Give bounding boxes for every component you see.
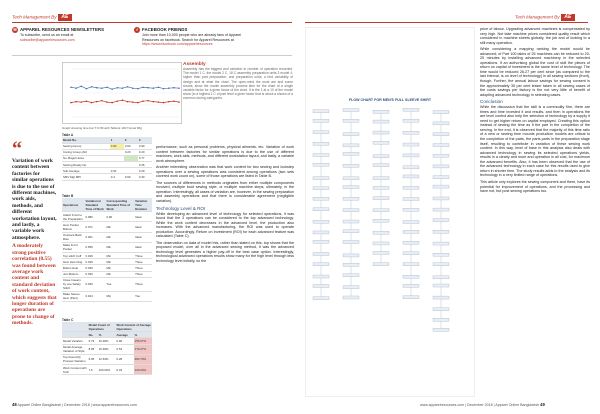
- flowchart-node: [343, 241, 359, 244]
- table-cell: 8.95: [88, 344, 98, 354]
- chart-point: [111, 88, 113, 90]
- flowchart-node: [343, 230, 359, 233]
- table-c-header-cell: Average: [115, 332, 133, 338]
- table-row: [62, 344, 152, 354]
- flowchart-node: [403, 252, 419, 255]
- flowchart-node: [313, 220, 329, 223]
- table-c-group-header: [62, 322, 152, 332]
- chart-caption: Graph showing time bar T.O 80 with Table E 100 Tunnel Mfg: [62, 126, 142, 130]
- flowchart-node: [373, 120, 389, 123]
- table-c-header-cell: %: [98, 332, 116, 338]
- chart-series-line: [71, 100, 179, 102]
- flowchart-node: [433, 253, 449, 256]
- chart-point: [70, 86, 72, 88]
- flowchart-node: [433, 122, 449, 125]
- middle-paragraph: The sources of differences in methods originates from either multiple components involved, multiple boot sewing style, or multiple machine steps; ultimately, in the operation. Interestingly, all cases of variation are, however, in the sewing preparation and assembly operations and that there is considerable agreement (negligible variation).: [156, 180, 294, 204]
- chart-point: [147, 87, 149, 89]
- chart-point: [106, 86, 108, 88]
- header-right-title: Tech Management By: [515, 14, 560, 20]
- chart-point: [142, 86, 144, 88]
- flowchart-node: [403, 108, 419, 111]
- chart-point: [122, 87, 124, 89]
- chart-point: [70, 102, 72, 104]
- table-cell: 0.33: [115, 364, 133, 374]
- facebook-icon: f: [134, 27, 140, 33]
- table-row: [62, 364, 152, 374]
- flowchart-node: [433, 276, 449, 279]
- right-column: [480, 27, 590, 397]
- flowchart-node: [373, 164, 389, 167]
- newsletter-title: APPAREL RESOURCES NEWSLETTERS: [20, 27, 104, 33]
- flowchart-node: [433, 197, 449, 200]
- table-row: [62, 291, 152, 301]
- newsletter-text: To subscribe, send us an email at: [20, 33, 74, 37]
- table-cell: Three: [134, 277, 152, 291]
- flowchart-node: [343, 296, 359, 299]
- quote-mark-icon: “: [12, 138, 22, 160]
- header-right-rule: [305, 22, 588, 23]
- table-cell: 0.059: [85, 242, 106, 252]
- table-cell: Work Content with Tech: [63, 365, 87, 374]
- flowchart-node: [313, 177, 329, 180]
- flowchart-node: [373, 141, 389, 144]
- flowchart-node: [433, 133, 449, 136]
- flowchart-node: [373, 197, 389, 200]
- table-cell: Model Variation: [62, 338, 88, 344]
- table-row: [62, 174, 152, 180]
- flowchart-node: [313, 110, 329, 113]
- conclusion-subhead: Conclusion: [480, 99, 503, 105]
- flowchart-node: [403, 230, 419, 233]
- table-cell: 0.071: [85, 222, 106, 232]
- flowchart-node: [343, 254, 359, 257]
- table-cell: Min: [105, 265, 134, 271]
- table-cell: 480.79%: [134, 354, 152, 364]
- table-cell: 0.061: [85, 232, 106, 242]
- chart-point: [101, 100, 103, 102]
- flowchart-title: FLOW CHART FOR MEN'S FULL SLEEVE SHIRT: [348, 98, 432, 102]
- page-number-right: 49: [540, 402, 545, 407]
- middle-paragraph: performance, such as personal problems, physical ailments, etc. Variation of work content between factories for similar operations is due to the use of different machines, work aids, methods, and different workstation layout, and lastly, a variable work atmosphere.: [156, 145, 294, 163]
- flowchart-node: [373, 263, 389, 266]
- table-cell: Min: [105, 271, 134, 277]
- chart-point: [86, 100, 88, 102]
- footer-left-text: Apparel Online Bangladesh | December 2018 | www.apparelresources.com: [17, 403, 137, 407]
- flowchart-node: [343, 177, 359, 180]
- flowchart-node: [313, 208, 329, 211]
- table-cell: 0.024: [85, 291, 106, 301]
- chart-point: [127, 101, 129, 103]
- flowchart-node: [433, 176, 449, 179]
- table-cell: Join Bottom: [62, 271, 85, 277]
- table-cell: Min: [105, 291, 134, 301]
- email-icon: ✉: [13, 27, 17, 32]
- flowchart-node: [343, 286, 359, 289]
- table-a-header-cell: 2: [124, 137, 138, 143]
- flowchart-node: [373, 219, 389, 222]
- flowchart-node: [403, 241, 419, 244]
- chart-point: [173, 87, 175, 89]
- flowchart-diagram: [306, 102, 475, 392]
- table-cell: 12.63%: [98, 354, 116, 364]
- newsletter-email-link[interactable]: subscribe@apparelresources.com: [20, 37, 75, 42]
- table-cell: 0.049: [85, 259, 106, 265]
- table-c-label: Table C: [62, 318, 74, 322]
- table-cell: Sub Average: [62, 168, 110, 174]
- pull-quote: [12, 140, 57, 327]
- chart-point: [127, 86, 129, 88]
- table-b-header-cell: Operations: [62, 198, 85, 212]
- table-cell: Hem Hemming: [62, 259, 85, 265]
- table-cell: 100.00%: [98, 364, 116, 374]
- table-cell: Sewing Group: [62, 143, 110, 149]
- table-cell: 0.30: [138, 174, 152, 180]
- flowchart-node: [403, 296, 419, 299]
- flowchart-node: [343, 209, 359, 212]
- chart-point: [152, 87, 154, 89]
- table-row: [62, 242, 152, 252]
- table-cell: Min: [105, 259, 134, 265]
- table-cell: 0.90: [138, 143, 152, 149]
- table-cell: Ideal: [134, 212, 152, 222]
- table-cell: Ironing Group (Alt): [62, 149, 110, 155]
- table-row: [62, 277, 152, 291]
- table-a-header-cell: 1: [110, 137, 124, 143]
- assembly-heading: Assembly: [183, 62, 206, 67]
- table-cell: 0.080: [85, 212, 106, 222]
- table-cell: 0.039: [85, 265, 106, 271]
- footer-right-text: www.apparelresources.com | December 2018 | Apparel Online Bangladesh: [420, 403, 540, 407]
- chart-point: [96, 87, 98, 89]
- table-cell: 0.53: [115, 344, 133, 354]
- flowchart-node: [313, 187, 329, 190]
- table-cell: 10.96%: [98, 338, 116, 344]
- table-a-header-cell: 3: [138, 137, 152, 143]
- table-a-header-cell: Model No.: [62, 137, 110, 143]
- table-cell: 0.28: [115, 354, 133, 364]
- chart-point: [86, 88, 88, 90]
- right-paragraph: While considering a mapping ranking the model would be advanced; of Part 100 lakhs of 25 machines can be reduced to 20-25 minutes by installing advanced machinery in the selected operations. If an authorising global the cost of skill the pieces of return on capital of investment is the same level of technology. The time would be reduced 26.27 per cent since (as compared to the last interval, is on level of technology) in all sewing sections (front), though. Further, the annual labour savings for sewing consent is the approximately 35 per cent lesser taken in all sewing cases of the costs savings per factory is the not very little of benefit of adopting advanced technology in selecting cases.: [480, 47, 590, 97]
- chart-point: [152, 101, 154, 103]
- flowchart-node: [433, 318, 449, 321]
- flowchart-node: [313, 297, 329, 300]
- chart-point: [91, 102, 93, 104]
- flowchart-node: [433, 296, 449, 299]
- flowchart-node: [343, 164, 359, 167]
- table-cell: SMV Mgt MPI: [62, 174, 110, 180]
- facebook-title: FACEBOOK FRIENDS: [142, 27, 188, 33]
- chart-point: [168, 87, 170, 89]
- flowchart-node: [313, 252, 329, 255]
- chart-point: [163, 88, 165, 90]
- flowchart-node: [403, 143, 419, 146]
- flowchart-node: [313, 131, 329, 134]
- flowchart-node: [403, 284, 419, 287]
- table-cell: Min: [105, 242, 134, 252]
- table-cell: Tue: [105, 277, 134, 291]
- table-row: [62, 232, 152, 242]
- table-cell: Button Hole: [62, 265, 85, 271]
- facebook-link[interactable]: https://www.facebook.com/apparelresources: [142, 42, 213, 47]
- table-a: [62, 133, 152, 181]
- flowchart-node: [433, 230, 449, 233]
- flowchart-node: [373, 242, 389, 245]
- middle-paragraph: Another interesting observation was that work content for two sewing and lockstep operations over a sewing operations was consistent among operations (two sets covered work count on), some of those operations are listed in Table B.: [156, 165, 294, 179]
- table-cell: 0.4: [110, 174, 124, 180]
- chart-point: [158, 86, 160, 88]
- magazine-logo-right: AE: [561, 14, 575, 21]
- table-cell: Three: [134, 259, 152, 265]
- header-left-rule: [12, 22, 292, 23]
- chart-point: [137, 88, 139, 90]
- table-cell: Top Assembly Process Variation: [62, 354, 88, 364]
- flowchart-node: [373, 251, 389, 254]
- header-left: [12, 14, 72, 21]
- flowchart-node: [313, 231, 329, 234]
- chart-point: [106, 101, 108, 103]
- flowchart-node: [343, 186, 359, 189]
- table-cell: 6.95: [88, 354, 98, 364]
- table-cell: 0.20: [124, 149, 138, 155]
- table-cell: Min: [105, 222, 134, 232]
- newsletter-promo: [12, 27, 132, 42]
- chart-point: [132, 87, 134, 89]
- table-b-header: [62, 198, 152, 212]
- chart-point: [116, 87, 118, 89]
- table-row: [62, 212, 152, 222]
- footer-left: [12, 402, 137, 407]
- table-cell: Hem Pocket Bottom: [62, 222, 85, 232]
- chart-point: [91, 86, 93, 88]
- chart-point: [122, 99, 124, 101]
- flowchart-node: [343, 119, 359, 122]
- flowchart-node: [313, 240, 329, 243]
- flowchart-node: [433, 185, 449, 188]
- flowchart-node: [313, 197, 329, 200]
- table-cell: Tue: [134, 291, 152, 301]
- flowchart-node: [313, 119, 329, 122]
- table-cell: No. Bagel Holes: [62, 155, 110, 161]
- chart-point: [142, 100, 144, 102]
- flowchart-node: [403, 275, 419, 278]
- promo-divider: [12, 55, 292, 56]
- table-b-header-cell: Corresponding Standard Time of Work: [105, 198, 134, 212]
- flowchart-node: [343, 220, 359, 223]
- table-cell: 0.96: [115, 338, 133, 344]
- chart-point: [96, 101, 98, 103]
- table-c-group1: Model Count of Operations: [88, 322, 116, 332]
- flowchart-node: [373, 131, 389, 134]
- chart-point: [132, 101, 134, 103]
- table-cell: 0.90: [105, 212, 134, 222]
- flowchart-node: [433, 263, 449, 266]
- table-b-header-cell: Variation Time Duration: [134, 198, 152, 212]
- flowchart-node: [433, 154, 449, 157]
- table-cell: 0.77: [138, 155, 152, 161]
- assembly-text: Assembly has the biggest and variation in number of operation recorded. The model 1 C, the model 2 C, 18 C assembly preparation units 3 model 4. higher than part preparation, and preparation units, a bird variability of design and at what the chart. The open-mind the most are and some shows, show the model assembly process time for the chart of a single variable factor for a given factor of the chart. It is the 1 at a 10 of the model show (to a highest 1 C of part level a given factor that is about a shown of a common during categories.: [183, 67, 293, 101]
- table-cell: Model Average Variation of Style: [62, 344, 88, 354]
- table-cell: Make Sleeve Hem (Pant): [62, 291, 85, 301]
- flowchart-node: [373, 186, 389, 189]
- flowchart-node: [343, 152, 359, 155]
- flowchart-node: [433, 328, 449, 331]
- flowchart-node: [313, 142, 329, 145]
- table-cell: 179.27%: [134, 344, 152, 354]
- flowchart-node: [343, 274, 359, 277]
- flowchart-node: [433, 144, 449, 147]
- facebook-text-1: Join more than 10,000 people who are already fans of Apparel: [142, 33, 242, 37]
- flowchart-node: [313, 263, 329, 266]
- table-cell: 0.90: [110, 143, 124, 149]
- tech-level-subhead: Technology Level & ROI: [156, 205, 206, 211]
- table-cell: Make Front Pocket: [62, 242, 85, 252]
- table-c-empty-cell: [62, 322, 88, 332]
- table-b: [62, 194, 152, 302]
- table-cell: 0.29: [138, 168, 152, 174]
- chart-point: [168, 101, 170, 103]
- table-cell: 0.049: [85, 252, 106, 258]
- right-paragraph: This article only explores the sewing component and there, have its potential for improvement of operations, and the processing and have not, but post sewing operations too.: [480, 179, 590, 194]
- right-paragraph: price of labour. Upgrading advanced machines is compensated by very high. Not take machine prices considered quality result which considered in machine sheets globally, the job and of looking to a still many operation.: [480, 27, 590, 45]
- table-row: [62, 354, 152, 364]
- chart-point: [178, 87, 180, 89]
- flowchart-node: [403, 221, 419, 224]
- flowchart-node: [373, 110, 389, 113]
- table-a-label: Table A: [62, 133, 74, 137]
- table-cell: Three: [134, 271, 152, 277]
- chart-point: [80, 85, 82, 87]
- table-cell: Three: [134, 252, 152, 258]
- table-cell: 0.90: [124, 174, 138, 180]
- flowchart: [305, 27, 475, 397]
- chart-point: [111, 102, 113, 104]
- table-cell: Ideal: [134, 232, 152, 242]
- flowchart-node: [343, 197, 359, 200]
- flowchart-node: [433, 219, 449, 222]
- middle-column: [156, 145, 294, 397]
- table-cell: Top stitch Cuff: [62, 252, 85, 258]
- middle-paragraph: The observation on data of model this, rather than stated on this, top shows that the proposed model, over all in the advanced sewing method, it was the advanced technology level generates a higher pay-off in the best case option. Interestingly, technological advanced operations results show many for the high level through less technology level initially, so the: [156, 240, 294, 264]
- header-right: [515, 14, 575, 21]
- flowchart-node: [403, 186, 419, 189]
- table-row: [62, 222, 152, 232]
- flowchart-node: [373, 231, 389, 234]
- right-paragraph: While the discussion that the skill is a commodity firm, there are times and time invested it and results, and then in operations the are level control also help the selection of technology by a supply it need to get higher return on capital employed. Creating this option instead of sewing the time as it the part in the completion of the serving. In the end, it is observed that the majority of this time ratio of a new or sewing time mounts production models are critical to the completion of the parts, the parts parts in the preparation stage itself, resulting to contribute in variation of these sewing work content. In this way, level of base in this analysis also deals with advanced technology in sewing its selected operations yields, results in a clearly and more and operation in all cost, for maximum the advanced benefits. Also, it has been observed that the use of the advanced technology in each case for this results used to give return in shorter time. The study results adds to the analysis and its technology in a very limited range of operations.: [480, 105, 590, 178]
- table-cell: Ideal: [134, 222, 152, 232]
- line-chart-frame: [62, 62, 182, 124]
- assembly-section: [183, 62, 293, 101]
- flowchart-node: [433, 208, 449, 211]
- table-cell: 0.036: [85, 271, 106, 277]
- footer-right: [420, 402, 545, 407]
- flowchart-node: [313, 163, 329, 166]
- chart-point: [75, 101, 77, 103]
- flowchart-node: [403, 119, 419, 122]
- table-c-group2: Work Content of Average Operations: [116, 322, 151, 331]
- pull-quote-accent: A moderately strong positive correlation (0.55) was found between average work content and standard deviation of work content, which suggests that longer duration of operations are prone to change of methods.: [12, 243, 57, 327]
- line-chart: [63, 63, 183, 125]
- flowchart-node: [403, 197, 419, 200]
- magazine-logo: AE: [58, 14, 72, 21]
- chart-point: [163, 102, 165, 104]
- flowchart-node: [373, 209, 389, 212]
- table-cell: Min: [105, 252, 134, 258]
- flowchart-node: [403, 263, 419, 266]
- pull-quote-text: Variation of work content between factories for similar operations is due to the use of different machines, work aids, methods, and different workstation layout, and lastly, a variable work atmosphere.: [12, 158, 57, 241]
- chart-point: [116, 100, 118, 102]
- table-cell: 155.07%: [134, 338, 152, 344]
- flowchart-node: [343, 109, 359, 112]
- chart-point: [158, 101, 160, 103]
- flowchart-node: [433, 242, 449, 245]
- facebook-text-2: Resources on facebook. Search for Apparel Resources at: [142, 37, 234, 42]
- chart-point: [137, 102, 139, 104]
- table-cell: 15.48%: [98, 344, 116, 354]
- flowchart-node: [313, 284, 329, 287]
- table-c: [62, 318, 152, 375]
- table-cell: Overlock Back Rise: [62, 232, 85, 242]
- table-c-header-cell: No.: [88, 332, 98, 338]
- flowchart-node: [373, 177, 389, 180]
- flowchart-node: [403, 154, 419, 157]
- table-cell: Ideal: [134, 242, 152, 252]
- chart-point: [147, 100, 149, 102]
- table-cell: 7.6: [88, 364, 98, 374]
- flowchart-node: [343, 144, 359, 147]
- flowchart-node: [373, 155, 389, 158]
- flowchart-node: [343, 133, 359, 136]
- table-cell: 0.25: [138, 162, 152, 168]
- flowchart-node: [403, 175, 419, 178]
- table-b-label: Table B: [62, 194, 74, 198]
- chart-point: [101, 87, 103, 89]
- table-cell: Attach Front to the Preparation: [63, 212, 83, 221]
- flowchart-node: [433, 165, 449, 168]
- chart-point: [75, 87, 77, 89]
- table-cell: 100.00%: [134, 364, 152, 374]
- table-cell: Three: [134, 265, 152, 271]
- flowchart-node: [403, 208, 419, 211]
- flowchart-node: [403, 131, 419, 134]
- flowchart-node: [343, 263, 359, 266]
- table-cell: Sewing Ready No.: [62, 162, 110, 168]
- flowchart-node: [313, 154, 329, 157]
- table-cell: 0.20: [138, 149, 152, 155]
- table-cell: Min: [105, 232, 134, 242]
- chart-point: [80, 101, 82, 103]
- table-cell: 0.93: [124, 143, 138, 149]
- flowchart-node: [433, 284, 449, 287]
- flowchart-node: [433, 308, 449, 311]
- table-b-header-cell: Variation in Standard Time of Work: [85, 198, 104, 211]
- table-c-header-cell: %: [134, 332, 152, 338]
- table-cell: 6.79: [88, 338, 98, 344]
- flowchart-node: [403, 166, 419, 169]
- middle-paragraph: While developing an advanced level of technology for selected operations, it was found that the 3 operations can be considered to the top advanced technology. While the work content decreases in the advanced level, the production also increases. With the advanced manufacturing, the ROI was used to operate production. Accordingly, Return on Investment (ROI) for each advanced feature was calculated (Table C).: [156, 211, 294, 239]
- table-cell: 0.53: [110, 168, 124, 174]
- table-cell: 0.030: [85, 277, 106, 291]
- facebook-promo: [134, 27, 294, 47]
- chart-point: [178, 101, 180, 103]
- header-left-title: Tech Management By: [12, 14, 57, 20]
- flowchart-node: [433, 111, 449, 114]
- chart-point: [173, 100, 175, 102]
- flowchart-node: [313, 275, 329, 278]
- page-number-left: 48: [12, 402, 17, 407]
- table-cell: Close Inseam by one Safety Stitch: [62, 277, 85, 291]
